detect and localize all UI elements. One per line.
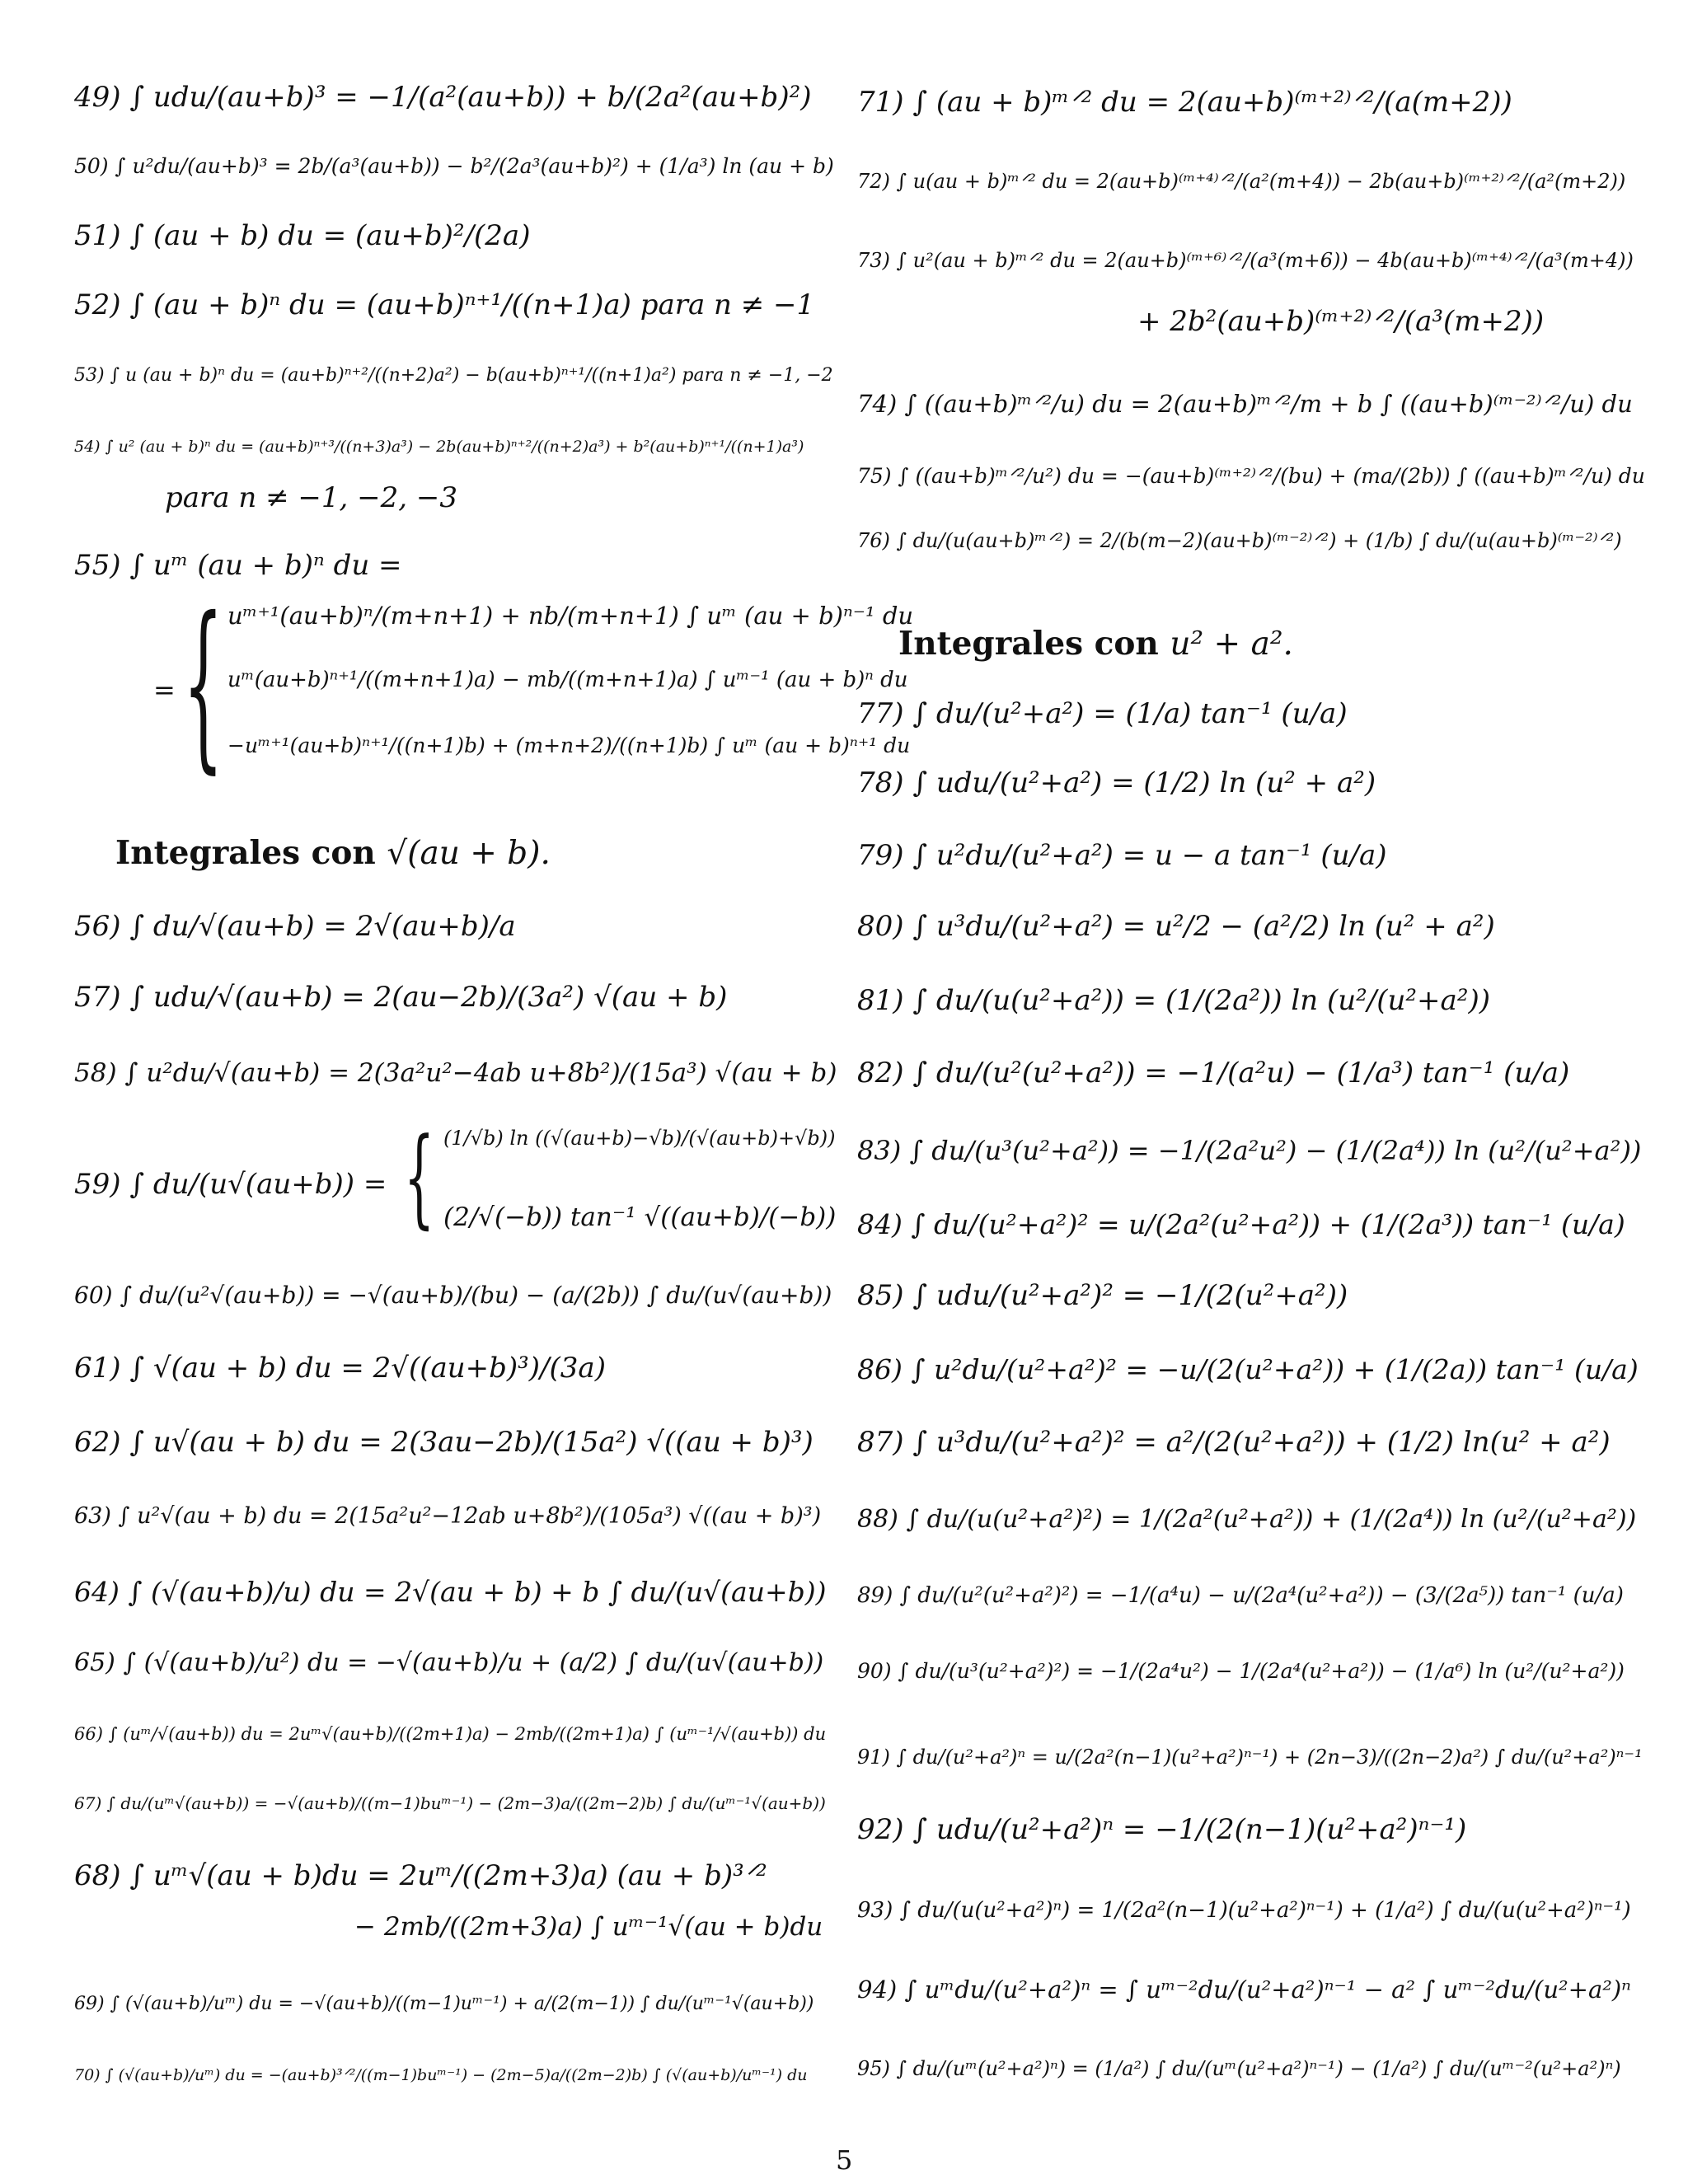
formula-67: 67) ∫ du/(uᵐ√(au+b)) = −√(au+b)/((m−1)buᵐ⁻¹) − (2m−3)a/((2m−2)b) ∫ du/(uᵐ⁻¹√(au+b)): [74, 1793, 826, 1813]
formula-78: 78) ∫ udu/(u²+a²) = (1/2) ln (u² + a²): [857, 766, 1376, 799]
formula-75: 75) ∫ ((au+b)ᵐᐟ²/u²) du = −(au+b)⁽ᵐ⁺²⁾ᐟ²/(bu) + (ma/(2b)) ∫ ((au+b)ᵐᐟ²/u) du: [857, 464, 1645, 488]
formula-57: 57) ∫ udu/√(au+b) = 2(au−2b)/(3a²) √(au + b): [74, 981, 728, 1014]
formula-59-block: [74, 1114, 837, 1257]
formula-55-case-1: uᵐ⁺¹(au+b)ⁿ/(m+n+1) + nb/(m+n+1) ∫ uᵐ (au + b)ⁿ⁻¹ du: [227, 602, 914, 630]
formula-65: 65) ∫ (√(au+b)/u²) du = −√(au+b)/u + (a/2) ∫ du/(u√(au+b)): [74, 1648, 824, 1677]
formula-82: 82) ∫ du/(u²(u²+a²)) = −1/(a²u) − (1/a³) tan⁻¹ (u/a): [857, 1057, 1570, 1090]
section-title-prefix: Integrales con: [115, 834, 376, 872]
formula-69: 69) ∫ (√(au+b)/uᵐ) du = −√(au+b)/((m−1)uᵐ⁻¹) + a/(2(m−1)) ∫ du/(uᵐ⁻¹√(au+b)): [74, 1994, 814, 2014]
formula-56: 56) ∫ du/√(au+b) = 2√(au+b)/a: [74, 910, 516, 943]
formula-91: 91) ∫ du/(u²+a²)ⁿ = u/(2a²(n−1)(u²+a²)ⁿ⁻¹) + (2n−3)/((2n−2)a²) ∫ du/(u²+a²)ⁿ⁻¹: [857, 1746, 1643, 1769]
formula-63: 63) ∫ u²√(au + b) du = 2(15a²u²−12ab u+8b²)/(105a³) √((au + b)³): [74, 1503, 822, 1529]
formula-53: 53) ∫ u (au + b)ⁿ du = (au+b)ⁿ⁺²/((n+2)a²) − b(au+b)ⁿ⁺¹/((n+1)a²) para n ≠ −1, −2: [74, 365, 833, 386]
formula-87: 87) ∫ u³du/(u²+a²)² = a²/(2(u²+a²)) + (1/2) ln(u² + a²): [857, 1426, 1611, 1459]
formula-58: 58) ∫ u²du/√(au+b) = 2(3a²u²−4ab u+8b²)/(15a³) √(au + b): [74, 1058, 837, 1088]
section-title-sqrt-au-b: [115, 834, 551, 872]
formula-83: 83) ∫ du/(u³(u²+a²)) = −1/(2a²u²) − (1/(2a⁴)) ln (u²/(u²+a²)): [857, 1135, 1642, 1166]
formula-94: 94) ∫ uᵐdu/(u²+a²)ⁿ = ∫ uᵐ⁻²du/(u²+a²)ⁿ⁻¹ − a² ∫ uᵐ⁻²du/(u²+a²)ⁿ: [857, 1975, 1631, 2004]
formula-62: 62) ∫ u√(au + b) du = 2(3au−2b)/(15a²) √((au + b)³): [74, 1426, 814, 1459]
formula-92: 92) ∫ udu/(u²+a²)ⁿ = −1/(2(n−1)(u²+a²)ⁿ⁻¹): [857, 1813, 1467, 1846]
formula-55-case-2: uᵐ(au+b)ⁿ⁺¹/((m+n+1)a) − mb/((m+n+1)a) ∫ uᵐ⁻¹ (au + b)ⁿ du: [227, 668, 908, 692]
formula-79: 79) ∫ u²du/(u²+a²) = u − a tan⁻¹ (u/a): [857, 839, 1387, 872]
formula-73-continuation: + 2b²(au+b)⁽ᵐ⁺²⁾ᐟ²/(a³(m+2)): [1137, 305, 1545, 338]
formula-77: 77) ∫ du/(u²+a²) = (1/a) tan⁻¹ (u/a): [857, 697, 1348, 730]
formula-80: 80) ∫ u³du/(u²+a²) = u²/2 − (a²/2) ln (u² + a²): [857, 910, 1495, 943]
formula-55-cases: [153, 579, 914, 790]
formula-64: 64) ∫ (√(au+b)/u) du = 2√(au + b) + b ∫ du/(u√(au+b)): [74, 1576, 827, 1608]
formula-71: 71) ∫ (au + b)ᵐᐟ² du = 2(au+b)⁽ᵐ⁺²⁾ᐟ²/(a(m+2)): [857, 86, 1512, 119]
formula-68: 68) ∫ uᵐ√(au + b)du = 2uᵐ/((2m+3)a) (au + b)³ᐟ²: [74, 1859, 767, 1892]
formula-49: 49) ∫ udu/(au+b)³ = −1/(a²(au+b)) + b/(2a²(au+b)²): [74, 81, 812, 114]
formula-88: 88) ∫ du/(u(u²+a²)²) = 1/(2a²(u²+a²)) + (1/(2a⁴)) ln (u²/(u²+a²)): [857, 1505, 1637, 1534]
section-title-u2-a2: [898, 625, 1293, 663]
formula-61: 61) ∫ √(au + b) du = 2√((au+b)³)/(3a): [74, 1352, 606, 1385]
formula-84: 84) ∫ du/(u²+a²)² = u/(2a²(u²+a²)) + (1/(2a³)) tan⁻¹ (u/a): [857, 1208, 1625, 1240]
formula-95: 95) ∫ du/(uᵐ(u²+a²)ⁿ) = (1/a²) ∫ du/(uᵐ(u²+a²)ⁿ⁻¹) − (1/a²) ∫ du/(uᵐ⁻²(u²+a²)ⁿ): [857, 2057, 1621, 2080]
formula-72: 72) ∫ u(au + b)ᵐᐟ² du = 2(au+b)⁽ᵐ⁺⁴⁾ᐟ²/(a²(m+4)) − 2b(au+b)⁽ᵐ⁺²⁾ᐟ²/(a²(m+2)): [857, 170, 1626, 193]
formula-74: 74) ∫ ((au+b)ᵐᐟ²/u) du = 2(au+b)ᵐᐟ²/m + b ∫ ((au+b)⁽ᵐ⁻²⁾ᐟ²/u) du: [857, 390, 1633, 418]
formula-81: 81) ∫ du/(u(u²+a²)) = (1/(2a²)) ln (u²/(u²+a²)): [857, 984, 1490, 1017]
formula-68-continuation: − 2mb/((2m+3)a) ∫ uᵐ⁻¹√(au + b)du: [354, 1912, 823, 1942]
formula-55-equals: =: [153, 674, 176, 705]
section-title-math: √(au + b).: [387, 835, 551, 872]
section-title-math: u² + a².: [1170, 626, 1293, 663]
section-title-prefix: Integrales con: [898, 625, 1159, 663]
formula-59-case-1: (1/√b) ln ((√(au+b)−√b)/(√(au+b)+√b)): [443, 1127, 836, 1150]
formula-66: 66) ∫ (uᵐ/√(au+b)) du = 2uᵐ√(au+b)/((2m+1)a) − 2mb/((2m+1)a) ∫ (uᵐ⁻¹/√(au+b)) du: [74, 1724, 827, 1744]
formula-51: 51) ∫ (au + b) du = (au+b)²/(2a): [74, 219, 531, 252]
formula-70: 70) ∫ (√(au+b)/uᵐ) du = −(au+b)³ᐟ²/((m−1)buᵐ⁻¹) − (2m−5)a/((2m−2)b) ∫ (√(au+b)/uᵐ⁻¹) du: [74, 2066, 808, 2084]
formula-59: 59) ∫ du/(u√(au+b)) =: [74, 1168, 387, 1201]
formula-55-case-3: −uᵐ⁺¹(au+b)ⁿ⁺¹/((n+1)b) + (m+n+2)/((n+1)b) ∫ uᵐ (au + b)ⁿ⁺¹ du: [227, 733, 911, 757]
formula-60: 60) ∫ du/(u²√(au+b)) = −√(au+b)/(bu) − (a/(2b)) ∫ du/(u√(au+b)): [74, 1282, 832, 1309]
formula-90: 90) ∫ du/(u³(u²+a²)²) = −1/(2a⁴u²) − 1/(2a⁴(u²+a²)) − (1/a⁶) ln (u²/(u²+a²)): [857, 1659, 1625, 1683]
formula-50: 50) ∫ u²du/(au+b)³ = 2b/(a³(au+b)) − b²/(2a³(au+b)²) + (1/a³) ln (au + b): [74, 154, 834, 178]
formula-76: 76) ∫ du/(u(au+b)ᵐᐟ²) = 2/(b(m−2)(au+b)⁽ᵐ⁻²⁾ᐟ²) + (1/b) ∫ du/(u(au+b)⁽ᵐ⁻²⁾ᐟ²): [857, 529, 1622, 552]
formula-73: 73) ∫ u²(au + b)ᵐᐟ² du = 2(au+b)⁽ᵐ⁺⁶⁾ᐟ²/(a³(m+6)) − 4b(au+b)⁽ᵐ⁺⁴⁾ᐟ²/(a³(m+4)): [857, 249, 1634, 272]
page-number: 5: [836, 2144, 853, 2176]
formula-93: 93) ∫ du/(u(u²+a²)ⁿ) = 1/(2a²(n−1)(u²+a²)ⁿ⁻¹) + (1/a²) ∫ du/(u(u²+a²)ⁿ⁻¹): [857, 1898, 1631, 1923]
formula-55: 55) ∫ uᵐ (au + b)ⁿ du =: [74, 549, 402, 582]
formula-54-condition: para n ≠ −1, −2, −3: [165, 481, 457, 514]
formula-59-case-2: (2/√(−b)) tan⁻¹ √((au+b)/(−b)): [443, 1202, 837, 1232]
left-brace: {: [404, 1114, 435, 1240]
formula-52: 52) ∫ (au + b)ⁿ du = (au+b)ⁿ⁺¹/((n+1)a) para n ≠ −1: [74, 288, 815, 321]
formula-85: 85) ∫ udu/(u²+a²)² = −1/(2(u²+a²)): [857, 1279, 1348, 1312]
left-brace: {: [183, 579, 223, 790]
formula-54: 54) ∫ u² (au + b)ⁿ du = (au+b)ⁿ⁺³/((n+3)a³) − 2b(au+b)ⁿ⁺²/((n+2)a³) + b²(au+b)ⁿ⁺¹/((n+1)a³): [74, 438, 804, 456]
formula-89: 89) ∫ du/(u²(u²+a²)²) = −1/(a⁴u) − u/(2a⁴(u²+a²)) − (3/(2a⁵)) tan⁻¹ (u/a): [857, 1583, 1624, 1608]
formula-86: 86) ∫ u²du/(u²+a²)² = −u/(2(u²+a²)) + (1/(2a)) tan⁻¹ (u/a): [857, 1353, 1639, 1385]
